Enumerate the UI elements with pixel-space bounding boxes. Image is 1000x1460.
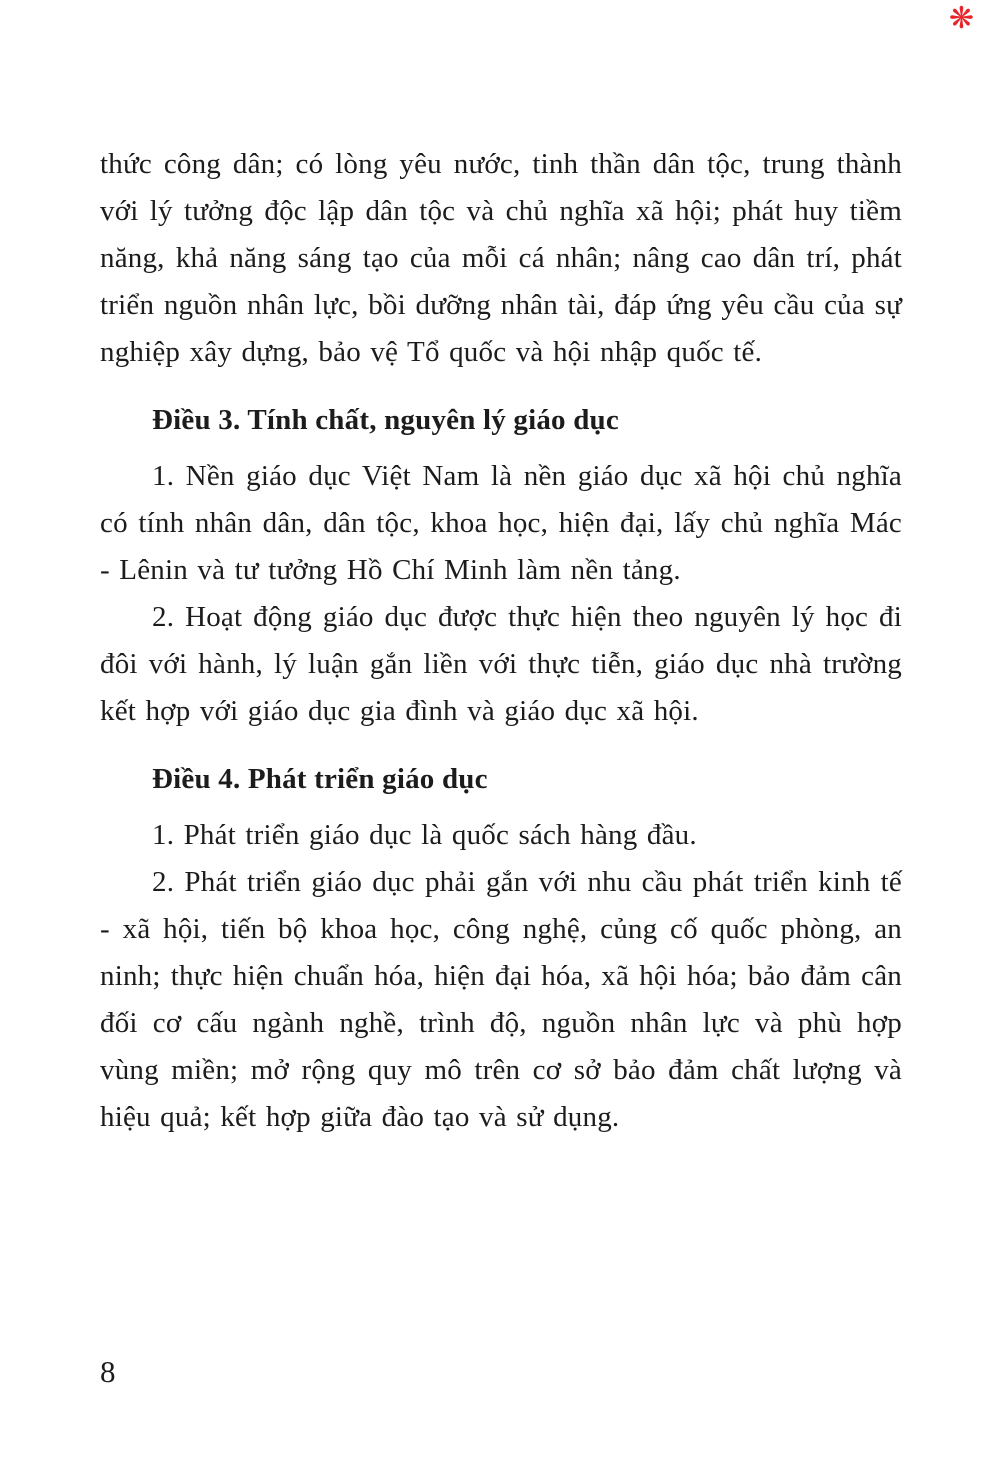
section-heading-dieu-4: Điều 4. Phát triển giáo dục bbox=[152, 763, 488, 795]
flower-icon: ❋ bbox=[948, 1, 974, 36]
body-paragraph: 1. Nền giáo dục Việt Nam là nền giáo dục xã hội chủ nghĩa có tính nhân dân, dân tộc, khoa học, hiện đại, lấy chủ nghĩa Mác - Lênin và tư tưởng Hồ Chí Minh làm nền tảng. bbox=[100, 460, 902, 586]
body-paragraph: 1. Phát triển giáo dục là quốc sách hàng đầu. bbox=[152, 819, 697, 851]
body-paragraph: 2. Phát triển giáo dục phải gắn với nhu cầu phát triển kinh tế - xã hội, tiến bộ khoa học, công nghệ, củng cố quốc phòng, an ninh; thực hiện chuẩn hóa, hiện đại hóa, xã hội hóa; bảo đảm cân đối cơ cấu ngành nghề, trình độ, nguồn nhân lực và phù hợp vùng miền; mở rộng quy mô trên cơ sở bảo đảm chất lượng và hiệu quả; kết hợp giữa đào tạo và sử dụng. bbox=[100, 866, 902, 1133]
intro-paragraph: thức công dân; có lòng yêu nước, tinh thần dân tộc, trung thành với lý tưởng độc lập dân tộc và chủ nghĩa xã hội; phát huy tiềm năng, khả năng sáng tạo của mỗi cá nhân; nâng cao dân trí, phát triển nguồn nhân lực, bồi dưỡng nhân tài, đáp ứng yêu cầu của sự nghiệp xây dựng, bảo vệ Tổ quốc và hội nhập quốc tế. bbox=[100, 148, 902, 368]
page-body-text bbox=[100, 141, 902, 1141]
page-number: 8 bbox=[100, 1354, 116, 1389]
body-paragraph: 2. Hoạt động giáo dục được thực hiện theo nguyên lý học đi đôi với hành, lý luận gắn liền với thực tiễn, giáo dục nhà trường kết hợp với giáo dục gia đình và giáo dục xã hội. bbox=[100, 601, 902, 727]
section-heading-dieu-3: Điều 3. Tính chất, nguyên lý giáo dục bbox=[152, 404, 619, 436]
